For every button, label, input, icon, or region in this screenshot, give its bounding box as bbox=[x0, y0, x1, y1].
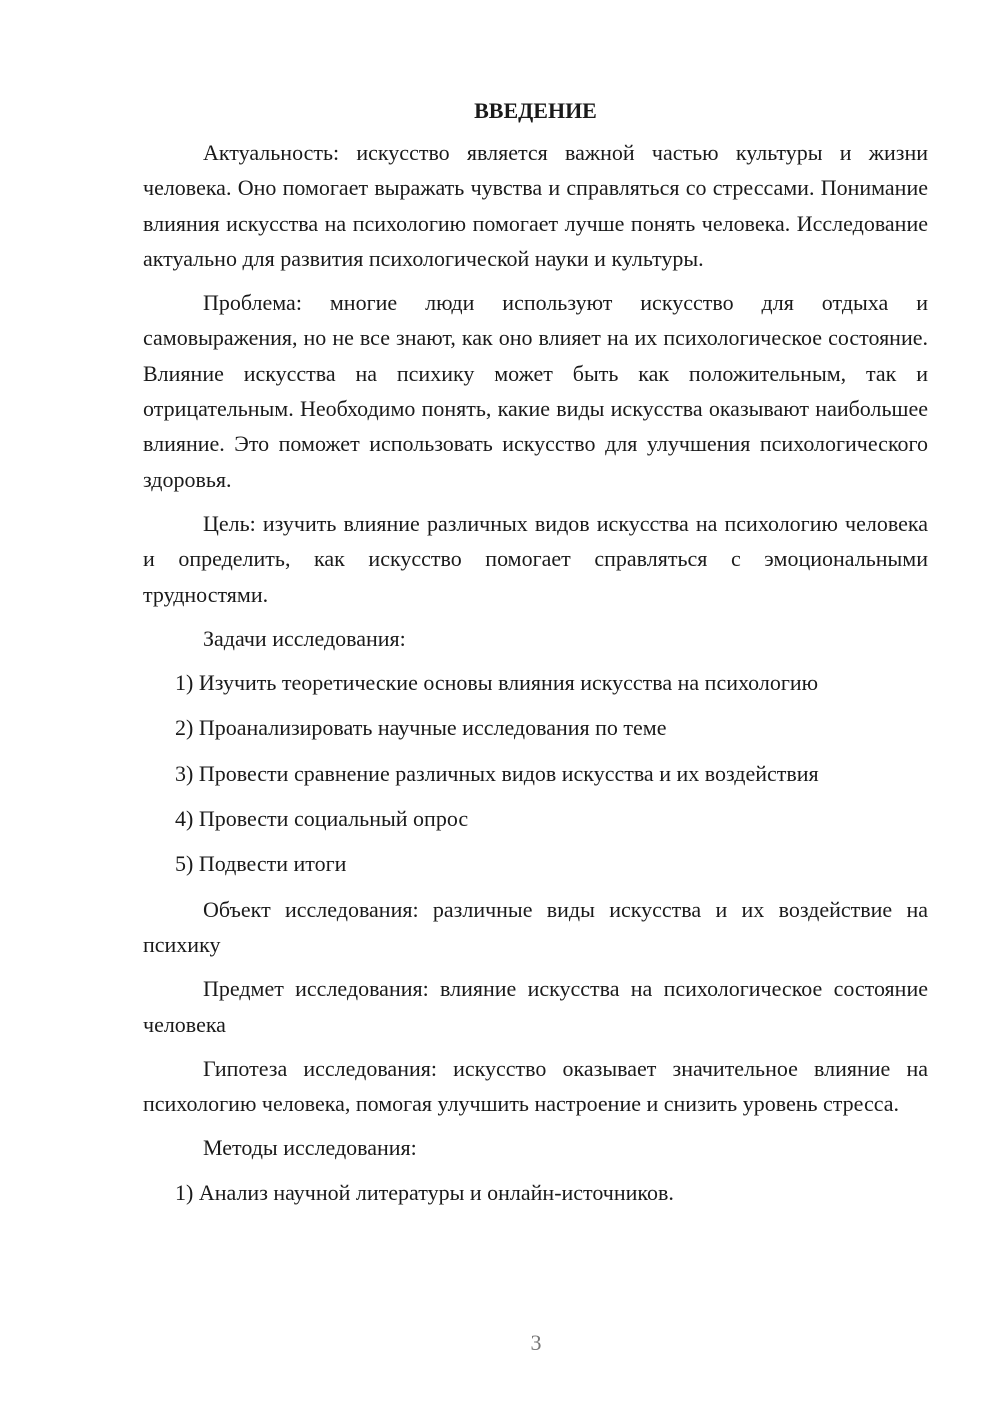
task-item-4: 4) Провести социальный опрос bbox=[175, 806, 469, 832]
task-item-1: 1) Изучить теоретические основы влияния искусства на психологию bbox=[175, 670, 819, 696]
task-item-5: 5) Подвести итоги bbox=[175, 851, 347, 877]
goal-paragraph: Цель: изучить влияние различных видов искусства на психологию человека и определить, как искусство помогает справляться с эмоциональными трудностями. bbox=[143, 510, 928, 607]
page-title: ВВЕДЕНИЕ bbox=[474, 98, 597, 123]
tasks-heading: Задачи исследования: bbox=[203, 625, 406, 651]
object-paragraph: Объект исследования: различные виды искусства и их воздействие на психику bbox=[143, 896, 928, 957]
methods-heading: Методы исследования: bbox=[203, 1135, 417, 1161]
hypothesis-paragraph: Гипотеза исследования: искусство оказывает значительное влияние на психологию человека, помогая улучшить настроение и снизить уровень стресса. bbox=[143, 1055, 928, 1117]
task-item-3: 3) Провести сравнение различных видов искусства и их воздействия bbox=[175, 760, 819, 786]
page-number: 3 bbox=[530, 1330, 542, 1355]
document-page bbox=[143, 95, 928, 1220]
task-item-2: 2) Проанализировать научные исследования по теме bbox=[175, 715, 667, 741]
problem-paragraph: Проблема: многие люди используют искусство для отдыха и самовыражения, но не все знают, как оно влияет на их психологическое состояние. Влияние искусства на психику может быть как положительным, так и отрицательным. Необходимо понять, какие виды искусства оказывают наибольшее влияние. Это поможет использовать искусство для улучшения психологического здоровья. bbox=[143, 290, 928, 492]
method-item-1: 1) Анализ научной литературы и онлайн-источников. bbox=[175, 1179, 674, 1205]
actuality-paragraph: Актуальность: искусство является важной частью культуры и жизни человека. Оно помогает выражать чувства и справляться со стрессами. Понимание влияния искусства на психологию помогает лучше понять человека. Исследование актуально для развития психологической науки и культуры. bbox=[143, 140, 928, 271]
subject-paragraph: Предмет исследования: влияние искусства на психологическое состояние человека bbox=[143, 976, 928, 1037]
